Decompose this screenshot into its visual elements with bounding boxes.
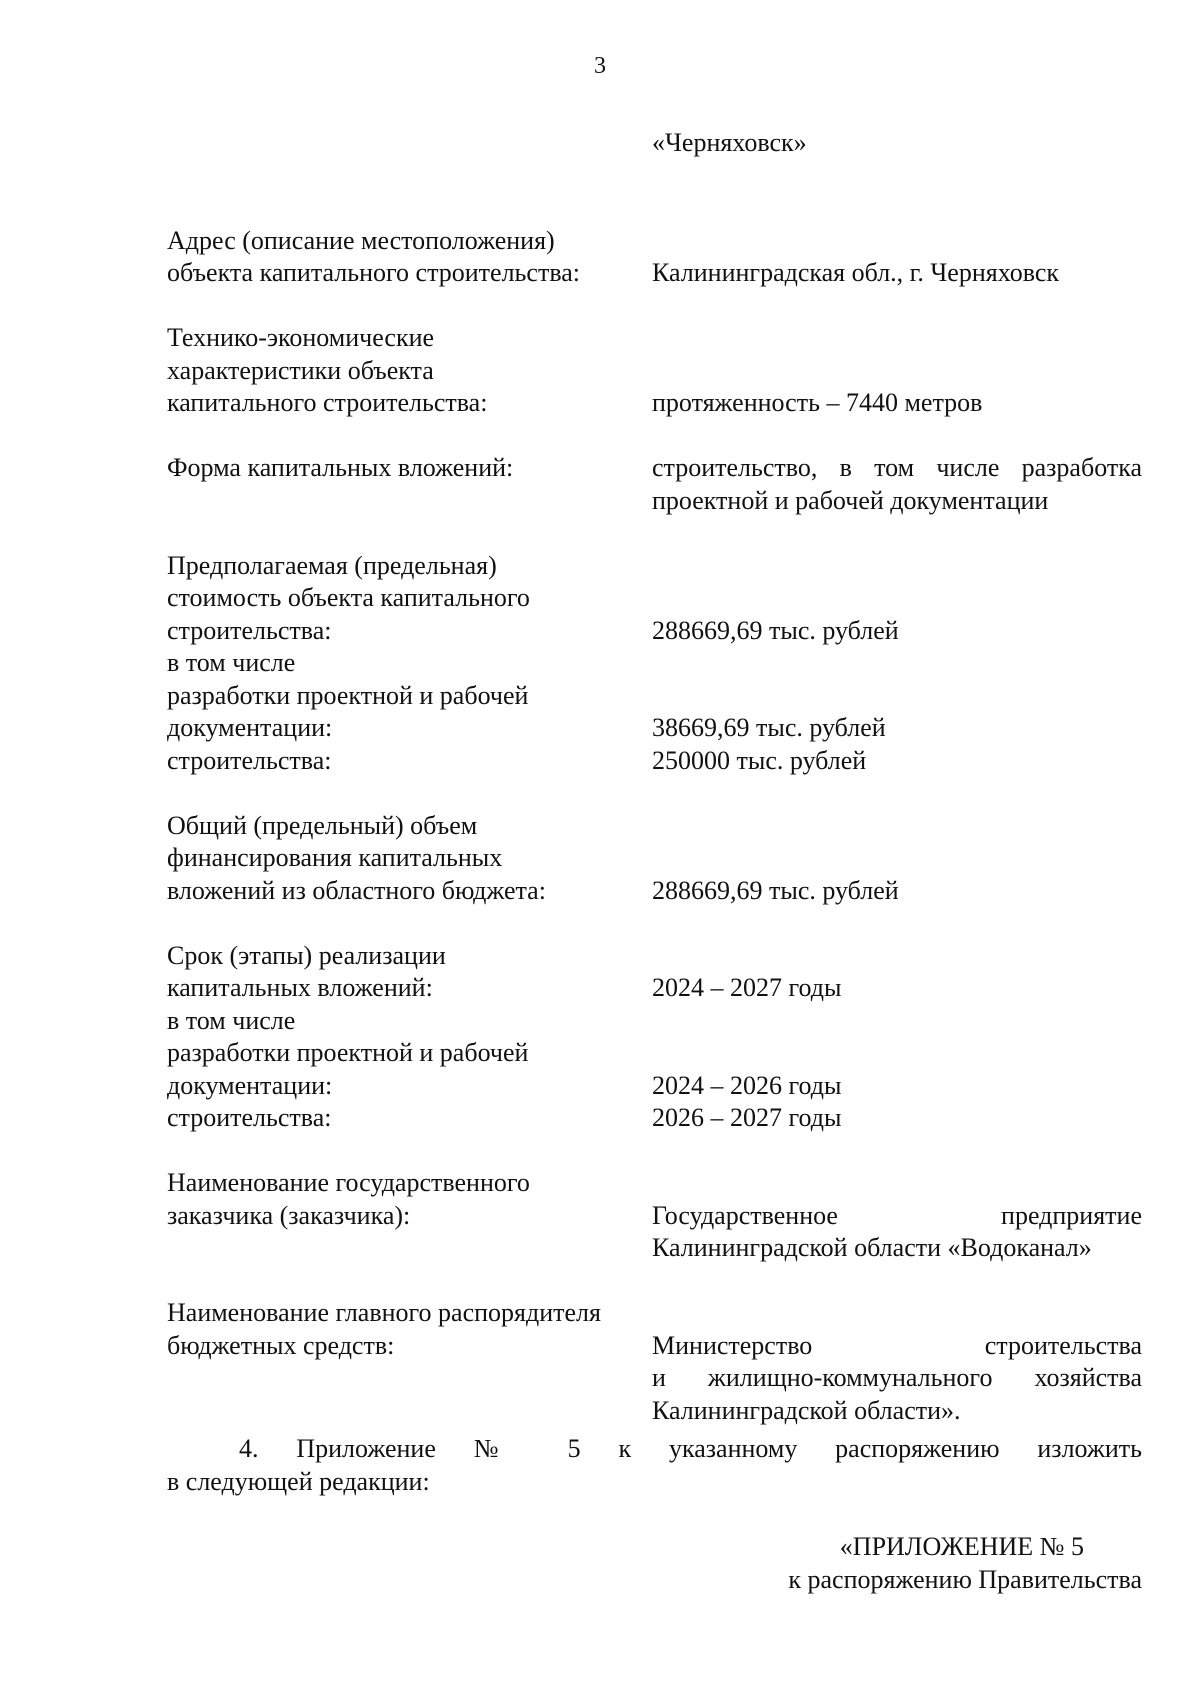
tech-value: протяженность – 7440 метров xyxy=(652,388,983,417)
term-total: 2024 – 2027 годы xyxy=(652,973,842,1002)
appendix-title: «ПРИЛОЖЕНИЕ № 5 xyxy=(839,1532,1084,1561)
page-number: 3 xyxy=(594,53,606,79)
manager-value: Министерство строительства и жилищно-коммунального хозяйства Калининградской области». xyxy=(652,1330,1142,1425)
customer-value: Государственное предприятие Калининградской области «Водоканал» xyxy=(652,1200,1142,1262)
customer-label: Наименование государственного заказчика (заказчика): xyxy=(167,1168,530,1230)
form-value: строительство, в том числе разработка проектной и рабочей документации xyxy=(652,453,1142,515)
term-design: 2024 – 2026 годы xyxy=(652,1070,842,1100)
term-value xyxy=(652,940,1142,1135)
cost-construction: 250000 тыс. рублей xyxy=(652,745,867,775)
cost-design: 38669,69 тыс. рублей xyxy=(652,713,886,742)
tech-label: Технико-экономические характеристики объекта капитального строительства: xyxy=(167,323,488,417)
address-label: Адрес (описание местоположения) объекта капитального строительства: xyxy=(167,225,581,287)
appendix-subtitle: к распоряжению Правительства xyxy=(788,1564,1142,1594)
term-label: Срок (этапы) реализации капитальных вложений: в том числе разработки проектной и рабочей документации: строительства: xyxy=(167,940,529,1132)
term-construction: 2026 – 2027 годы xyxy=(652,1103,842,1132)
address-value: Калининградская обл., г. Черняховск xyxy=(652,258,1060,287)
city-line: «Черняховск» xyxy=(652,128,807,157)
cost-label: Предполагаемая (предельная) стоимость объекта капитального строительства: в том числе разработки проектной и рабочей документации: строительства: xyxy=(167,550,530,775)
funding-value: 288669,69 тыс. рублей xyxy=(652,875,899,905)
manager-label: Наименование главного распорядителя бюджетных средств: xyxy=(167,1298,601,1360)
cost-total: 288669,69 тыс. рублей xyxy=(652,615,899,645)
passport-table xyxy=(167,127,1142,1427)
cost-value xyxy=(652,550,1142,778)
appendix-heading xyxy=(167,1531,1142,1596)
funding-label: Общий (предельный) объем финансирования капитальных вложений из областного бюджета: xyxy=(167,810,546,905)
document-body xyxy=(167,127,1142,1596)
form-label: Форма капитальных вложений: xyxy=(167,453,514,482)
paragraph-4: 4. Приложение № 5 к указанному распоряжению изложить в следующей редакции: xyxy=(167,1434,1142,1496)
